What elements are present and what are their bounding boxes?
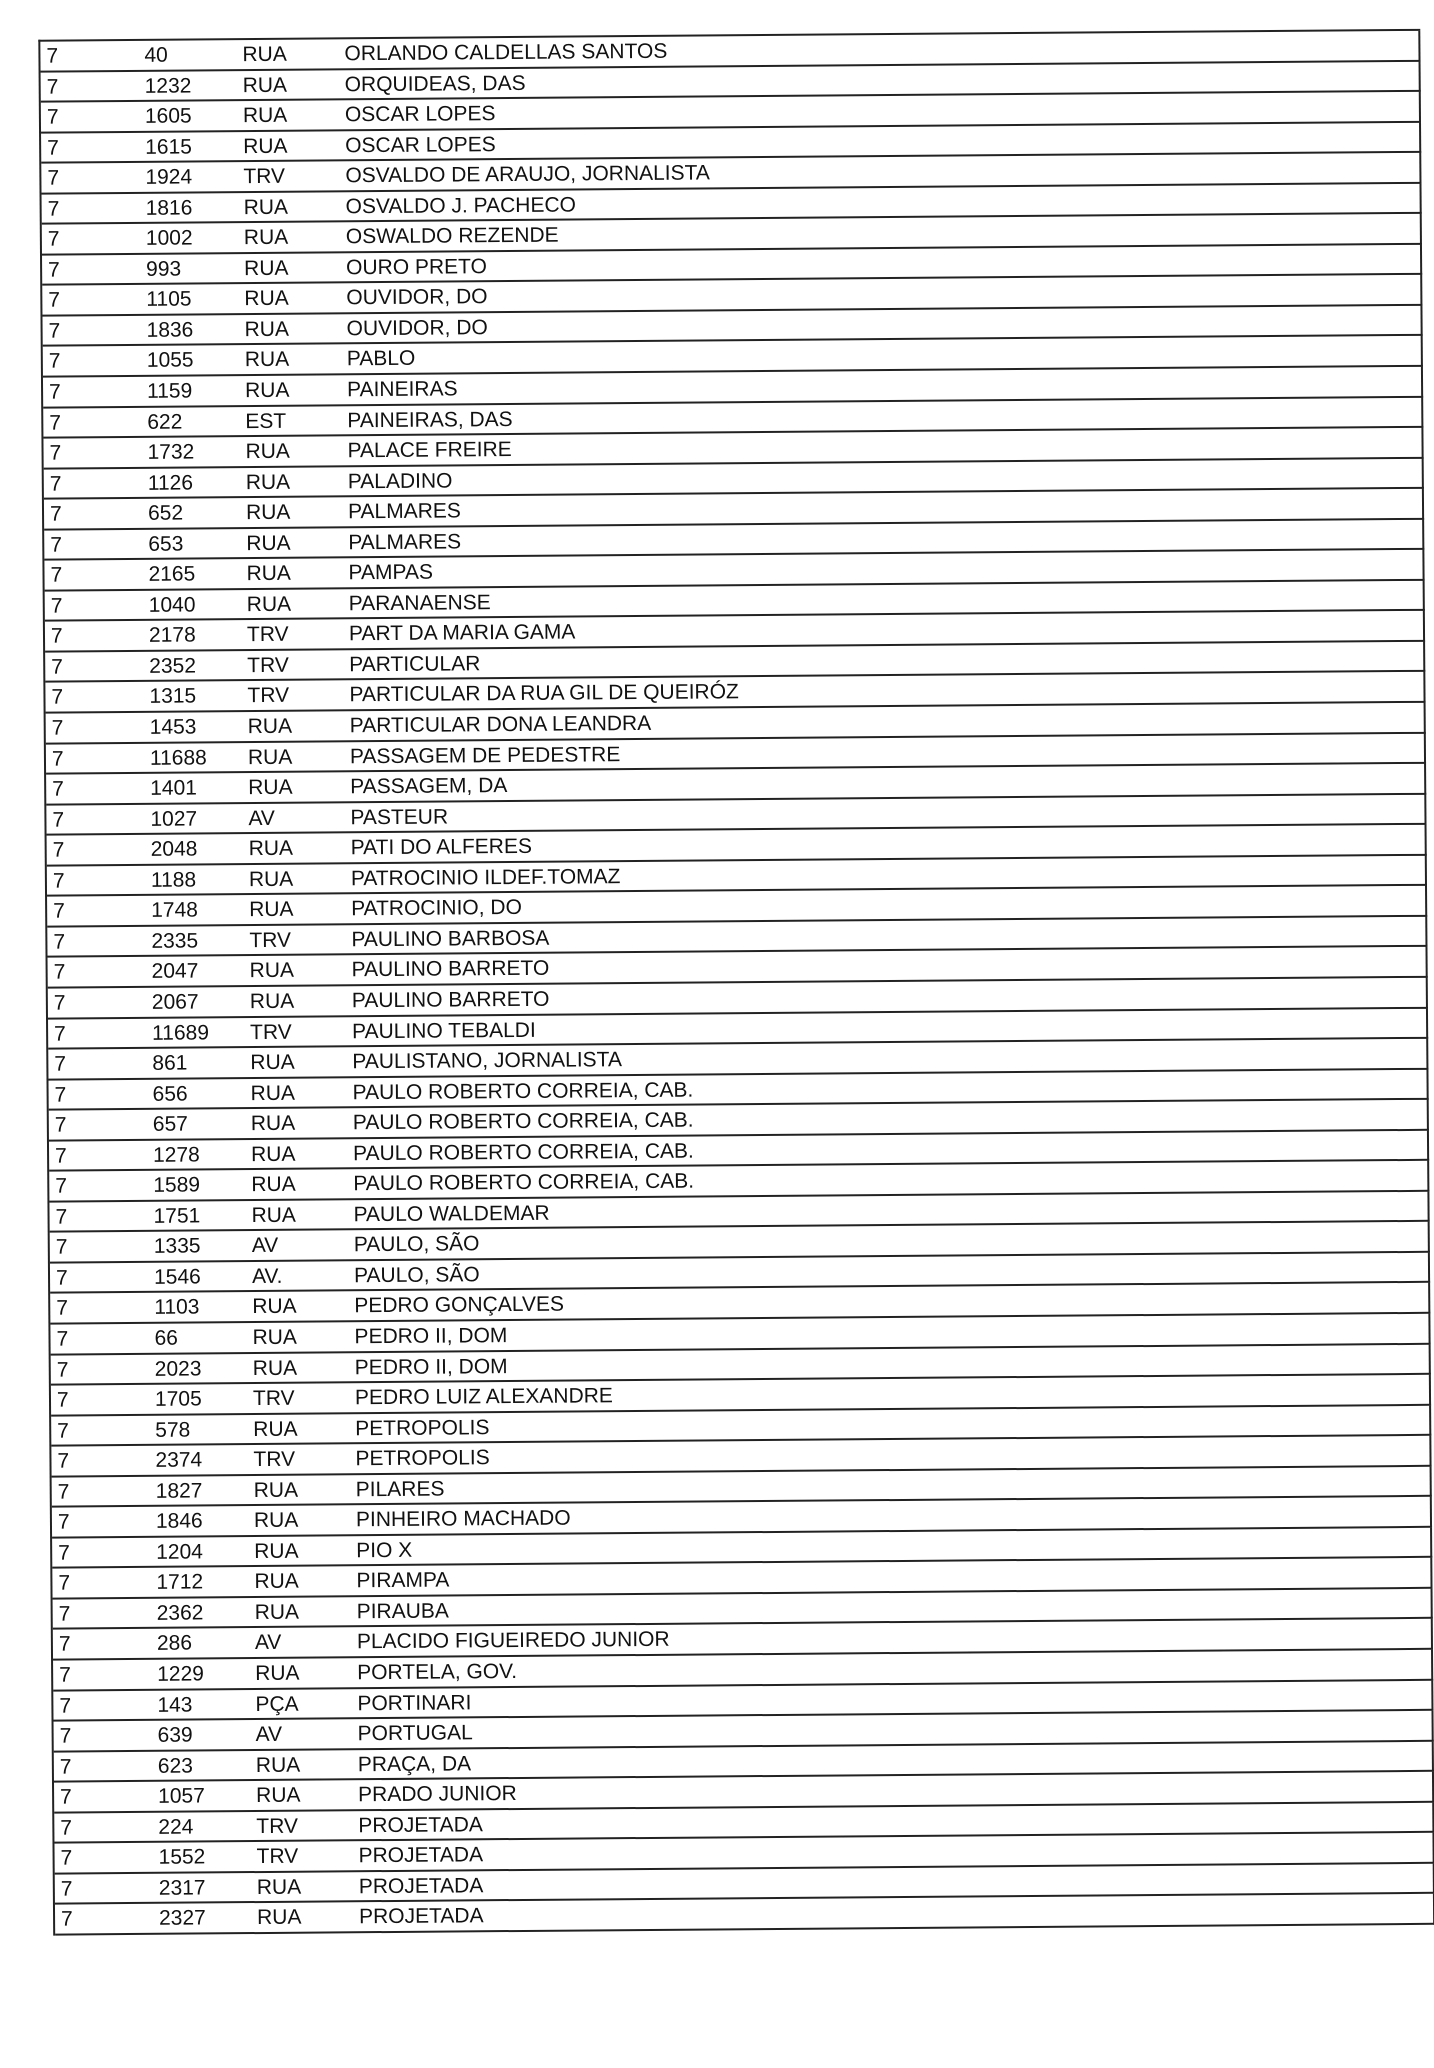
- street-name-cell: PATI DO ALFERES: [350, 835, 533, 860]
- code-cell: 1055: [146, 348, 194, 373]
- street-name-cell: PAULINO TEBALDI: [352, 1018, 536, 1043]
- street-name-cell: PETROPOLIS: [355, 1446, 490, 1471]
- zone-cell: 7: [47, 197, 60, 221]
- street-name-cell: PORTUGAL: [357, 1721, 473, 1746]
- type-cell: AV.: [251, 1264, 283, 1288]
- type-cell: AV: [251, 1234, 279, 1258]
- street-name-cell: PAINEIRAS, DAS: [347, 407, 513, 432]
- street-name-cell: PAINEIRAS: [346, 377, 458, 402]
- type-cell: RUA: [248, 775, 293, 800]
- zone-cell: 7: [58, 1602, 71, 1626]
- street-name-cell: OUVIDOR, DO: [346, 316, 488, 341]
- code-cell: 1126: [147, 471, 194, 495]
- street-name-cell: PAULO ROBERTO CORREIA, CAB.: [353, 1169, 695, 1196]
- code-cell: 1552: [158, 1845, 206, 1870]
- code-cell: 2067: [151, 990, 199, 1014]
- type-cell: TRV: [250, 1020, 292, 1044]
- type-cell: TRV: [256, 1844, 299, 1869]
- zone-cell: 7: [57, 1419, 70, 1443]
- type-cell: RUA: [250, 1142, 296, 1166]
- code-cell: 653: [148, 532, 184, 556]
- street-name-cell: PAULO ROBERTO CORREIA, CAB.: [352, 1139, 694, 1165]
- zone-cell: 7: [53, 930, 66, 954]
- type-cell: RUA: [254, 1600, 300, 1624]
- code-cell: 1836: [146, 318, 194, 342]
- code-cell: 2047: [151, 959, 199, 984]
- code-cell: 2362: [156, 1601, 204, 1625]
- street-name-cell: ORLANDO CALDELLAS SANTOS: [344, 39, 668, 66]
- type-cell: RUA: [248, 836, 294, 861]
- code-cell: 1103: [154, 1295, 200, 1320]
- type-cell: AV: [248, 806, 275, 830]
- street-name-cell: PETROPOLIS: [355, 1415, 490, 1440]
- type-cell: RUA: [250, 1111, 296, 1136]
- street-name-cell: PARTICULAR: [349, 652, 481, 677]
- zone-cell: 7: [48, 288, 61, 313]
- street-table: [38, 29, 1434, 1936]
- street-name-cell: PAULO ROBERTO CORREIA, CAB.: [352, 1108, 694, 1135]
- code-cell: 861: [152, 1051, 188, 1075]
- street-name-cell: OUVIDOR, DO: [346, 285, 488, 310]
- type-cell: TRV: [243, 164, 286, 189]
- code-cell: 1002: [145, 226, 193, 251]
- street-name-cell: PIRAMPA: [356, 1568, 450, 1593]
- type-cell: RUA: [244, 287, 289, 311]
- zone-cell: 7: [49, 411, 62, 435]
- street-name-cell: OSVALDO DE ARAUJO, JORNALISTA: [345, 161, 710, 188]
- street-name-cell: PRAÇA, DA: [357, 1751, 472, 1776]
- type-cell: RUA: [250, 1050, 295, 1075]
- code-cell: 11689: [152, 1020, 210, 1045]
- code-cell: 1732: [147, 440, 195, 464]
- zone-cell: 7: [50, 533, 63, 557]
- type-cell: RUA: [247, 745, 293, 769]
- code-cell: 1188: [150, 868, 197, 892]
- street-name-cell: PROJETADA: [358, 1904, 484, 1929]
- type-cell: RUA: [244, 256, 289, 280]
- zone-cell: 7: [54, 1113, 67, 1137]
- type-cell: PÇA: [255, 1692, 299, 1716]
- type-cell: RUA: [245, 439, 290, 464]
- code-cell: 2178: [148, 623, 196, 648]
- type-cell: TRV: [246, 623, 289, 647]
- type-cell: RUA: [252, 1356, 298, 1380]
- code-cell: 1751: [153, 1204, 201, 1228]
- zone-cell: 7: [50, 624, 63, 649]
- street-name-cell: PEDRO II, DOM: [354, 1324, 508, 1349]
- zone-cell: 7: [47, 166, 60, 190]
- code-cell: 1546: [153, 1265, 201, 1289]
- zone-cell: 7: [59, 1694, 72, 1718]
- zone-cell: 7: [58, 1632, 71, 1657]
- street-name-cell: PASSAGEM, DA: [350, 774, 508, 799]
- zone-cell: 7: [49, 441, 62, 465]
- zone-cell: 7: [58, 1541, 70, 1565]
- type-cell: RUA: [253, 1478, 299, 1502]
- street-name-cell: PEDRO GONÇALVES: [354, 1293, 565, 1318]
- street-name-cell: PROJETADA: [358, 1874, 484, 1899]
- code-cell: 656: [152, 1082, 188, 1106]
- street-name-cell: PAULO, SÃO: [353, 1263, 480, 1288]
- zone-cell: 7: [48, 380, 61, 404]
- zone-cell: 7: [56, 1358, 69, 1382]
- type-cell: RUA: [244, 348, 290, 372]
- type-cell: RUA: [245, 500, 291, 525]
- zone-cell: 7: [54, 1083, 67, 1107]
- code-cell: 1605: [144, 104, 192, 128]
- street-name-cell: PINHEIRO MACHADO: [355, 1506, 571, 1532]
- type-cell: RUA: [254, 1570, 299, 1594]
- zone-cell: 7: [53, 899, 65, 923]
- code-cell: 1232: [144, 74, 192, 98]
- type-cell: RUA: [255, 1661, 300, 1686]
- zone-cell: 7: [49, 472, 62, 496]
- type-cell: RUA: [249, 959, 295, 983]
- type-cell: AV: [254, 1631, 282, 1655]
- code-cell: 1335: [153, 1234, 201, 1259]
- code-cell: 652: [147, 501, 184, 526]
- type-cell: RUA: [253, 1417, 298, 1441]
- type-cell: EST: [245, 409, 287, 433]
- street-name-cell: PALADINO: [347, 469, 453, 493]
- code-cell: 1057: [158, 1784, 205, 1808]
- type-cell: RUA: [256, 1783, 301, 1808]
- code-cell: 2335: [151, 929, 199, 953]
- type-cell: RUA: [256, 1906, 302, 1930]
- zone-cell: 7: [60, 1846, 73, 1870]
- type-cell: RUA: [243, 134, 288, 158]
- type-cell: RUA: [247, 714, 293, 739]
- zone-cell: 7: [46, 44, 59, 68]
- zone-cell: 7: [57, 1480, 70, 1504]
- type-cell: RUA: [242, 42, 287, 67]
- zone-cell: 7: [57, 1449, 70, 1473]
- street-name-cell: PAULO WALDEMAR: [353, 1201, 550, 1227]
- street-name-cell: PALMARES: [348, 530, 462, 555]
- code-cell: 1401: [150, 776, 198, 800]
- code-cell: 639: [157, 1723, 193, 1747]
- zone-cell: 7: [59, 1663, 71, 1687]
- zone-cell: 7: [50, 594, 63, 618]
- zone-cell: 7: [46, 75, 59, 99]
- zone-cell: 7: [59, 1755, 72, 1779]
- type-cell: TRV: [247, 684, 290, 708]
- type-cell: RUA: [246, 592, 292, 616]
- type-cell: TRV: [249, 928, 292, 952]
- type-cell: TRV: [256, 1814, 299, 1838]
- code-cell: 623: [157, 1754, 194, 1778]
- code-cell: 1453: [149, 715, 197, 739]
- zone-cell: 7: [50, 563, 63, 587]
- type-cell: RUA: [255, 1753, 301, 1777]
- street-name-cell: PARTICULAR DA RUA GIL DE QUEIRÓZ: [349, 680, 739, 707]
- code-cell: 1204: [156, 1540, 204, 1564]
- street-name-cell: PLACIDO FIGUEIREDO JUNIOR: [356, 1628, 670, 1654]
- street-name-cell: PEDRO II, DOM: [354, 1354, 508, 1379]
- street-name-cell: PARTICULAR DONA LEANDRA: [349, 711, 652, 738]
- type-cell: TRV: [253, 1447, 296, 1472]
- street-name-cell: PATROCINIO, DO: [351, 896, 522, 921]
- street-name-cell: PART DA MARIA GAMA: [348, 620, 576, 646]
- type-cell: RUA: [248, 867, 294, 891]
- code-cell: 1589: [153, 1173, 201, 1198]
- code-cell: 622: [147, 410, 183, 434]
- type-cell: RUA: [252, 1295, 297, 1319]
- code-cell: 66: [154, 1326, 178, 1350]
- code-cell: 1816: [145, 196, 193, 220]
- type-cell: RUA: [249, 989, 295, 1014]
- code-cell: 1846: [155, 1509, 203, 1534]
- street-name-cell: PATROCINIO ILDEF.TOMAZ: [350, 864, 621, 891]
- zone-cell: 7: [48, 350, 61, 374]
- street-name-cell: OSWALDO REZENDE: [345, 223, 559, 249]
- street-name-cell: PRADO JUNIOR: [358, 1782, 517, 1807]
- street-name-cell: PARANAENSE: [348, 591, 491, 616]
- zone-cell: 7: [55, 1174, 68, 1198]
- zone-cell: 7: [56, 1327, 69, 1351]
- code-cell: 993: [146, 257, 182, 281]
- zone-cell: 7: [54, 1144, 67, 1168]
- type-cell: RUA: [254, 1539, 299, 1563]
- type-cell: RUA: [256, 1875, 302, 1899]
- street-name-cell: PROJETADA: [358, 1843, 484, 1868]
- zone-cell: 7: [52, 777, 64, 801]
- street-name-cell: PORTELA, GOV.: [357, 1659, 518, 1685]
- code-cell: 1278: [152, 1143, 200, 1167]
- zone-cell: 7: [48, 319, 61, 343]
- zone-cell: 7: [60, 1785, 72, 1809]
- type-cell: RUA: [243, 195, 289, 219]
- zone-cell: 7: [54, 1052, 67, 1076]
- type-cell: RUA: [245, 470, 291, 494]
- type-cell: AV: [255, 1722, 283, 1747]
- code-cell: 1027: [150, 807, 198, 831]
- street-name-cell: PORTINARI: [357, 1690, 472, 1715]
- street-name-cell: PAULISTANO, JORNALISTA: [352, 1048, 622, 1074]
- zone-cell: 7: [53, 960, 66, 985]
- zone-cell: 7: [55, 1235, 68, 1259]
- code-cell: 1705: [154, 1387, 202, 1411]
- zone-cell: 7: [56, 1388, 69, 1412]
- street-name-cell: OSCAR LOPES: [345, 132, 496, 157]
- code-cell: 143: [157, 1693, 193, 1717]
- zone-cell: 7: [54, 1022, 66, 1046]
- type-cell: RUA: [242, 103, 288, 128]
- street-name-cell: PALMARES: [347, 499, 461, 524]
- zone-cell: 7: [49, 502, 62, 526]
- code-cell: 2048: [150, 837, 198, 862]
- zone-cell: 7: [59, 1724, 72, 1748]
- zone-cell: 7: [53, 991, 66, 1015]
- type-cell: TRV: [247, 653, 289, 678]
- code-cell: 1615: [145, 135, 192, 159]
- street-name-cell: PASTEUR: [350, 805, 449, 829]
- zone-cell: 7: [51, 686, 64, 710]
- type-cell: TRV: [252, 1386, 295, 1411]
- street-name-cell: PALACE FREIRE: [347, 438, 512, 463]
- type-cell: RUA: [252, 1325, 297, 1350]
- zone-cell: 7: [60, 1816, 73, 1840]
- code-cell: 11688: [149, 745, 207, 770]
- code-cell: 1748: [151, 898, 198, 923]
- street-name-cell: PAULINO BARBOSA: [351, 926, 550, 952]
- street-name-cell: PASSAGEM DE PEDESTRE: [349, 742, 621, 768]
- code-cell: 1712: [156, 1570, 204, 1595]
- street-name-cell: PIO X: [356, 1538, 413, 1563]
- code-cell: 40: [144, 43, 168, 67]
- street-name-cell: PILARES: [355, 1477, 445, 1501]
- street-name-cell: PAULINO BARRETO: [351, 957, 550, 982]
- zone-cell: 7: [48, 258, 60, 282]
- code-cell: 657: [152, 1112, 188, 1136]
- code-cell: 2352: [149, 654, 197, 678]
- code-cell: 1159: [146, 379, 193, 403]
- zone-cell: 7: [60, 1907, 73, 1931]
- zone-cell: 7: [55, 1266, 68, 1290]
- zone-cell: 7: [51, 655, 64, 679]
- zone-cell: 7: [52, 838, 65, 862]
- code-cell: 2374: [155, 1448, 203, 1472]
- code-cell: 1924: [145, 165, 193, 190]
- street-name-cell: PAULINO BARRETO: [351, 987, 550, 1013]
- code-cell: 2327: [158, 1906, 206, 1931]
- type-cell: RUA: [246, 531, 291, 555]
- street-name-cell: PEDRO LUIZ ALEXANDRE: [354, 1384, 613, 1410]
- type-cell: RUA: [243, 226, 289, 250]
- code-cell: 2023: [154, 1356, 202, 1381]
- code-cell: 1105: [146, 287, 192, 312]
- street-name-cell: OURO PRETO: [346, 255, 487, 280]
- zone-cell: 7: [47, 227, 60, 251]
- zone-cell: 7: [51, 716, 64, 740]
- type-cell: RUA: [251, 1203, 296, 1227]
- type-cell: RUA: [250, 1081, 296, 1105]
- zone-cell: 7: [60, 1877, 73, 1901]
- street-name-cell: PAULO, SÃO: [353, 1232, 480, 1257]
- street-name-cell: PAULO ROBERTO CORREIA, CAB.: [352, 1078, 694, 1104]
- type-cell: RUA: [251, 1172, 296, 1197]
- code-cell: 578: [155, 1418, 191, 1442]
- zone-cell: 7: [47, 136, 59, 160]
- street-name-cell: PABLO: [346, 347, 416, 371]
- zone-cell: 7: [56, 1296, 69, 1321]
- street-name-cell: ORQUIDEAS, DAS: [344, 71, 526, 96]
- zone-cell: 7: [46, 105, 59, 129]
- type-cell: RUA: [242, 73, 288, 97]
- zone-cell: 7: [58, 1571, 71, 1595]
- code-cell: 2317: [158, 1876, 206, 1900]
- code-cell: 1229: [157, 1662, 204, 1686]
- zone-cell: 7: [52, 869, 65, 893]
- type-cell: RUA: [253, 1508, 299, 1533]
- code-cell: 1827: [155, 1479, 203, 1503]
- zone-cell: 7: [52, 808, 65, 832]
- zone-cell: 7: [57, 1510, 70, 1534]
- code-cell: 1315: [149, 684, 197, 709]
- street-name-cell: PAMPAS: [348, 560, 434, 585]
- type-cell: RUA: [244, 378, 290, 403]
- street-name-cell: OSCAR LOPES: [344, 102, 496, 127]
- code-cell: 2165: [148, 562, 196, 587]
- zone-cell: 7: [55, 1205, 68, 1229]
- zone-cell: 7: [51, 747, 64, 771]
- code-cell: 224: [158, 1815, 194, 1839]
- street-name-cell: PIRAUBA: [356, 1599, 449, 1624]
- type-cell: RUA: [249, 898, 294, 922]
- street-name-cell: PROJETADA: [358, 1812, 483, 1837]
- type-cell: RUA: [244, 317, 290, 342]
- type-cell: RUA: [246, 562, 291, 586]
- street-name-cell: OSVALDO J. PACHECO: [345, 193, 576, 219]
- code-cell: 286: [156, 1631, 193, 1656]
- code-cell: 1040: [148, 593, 196, 617]
